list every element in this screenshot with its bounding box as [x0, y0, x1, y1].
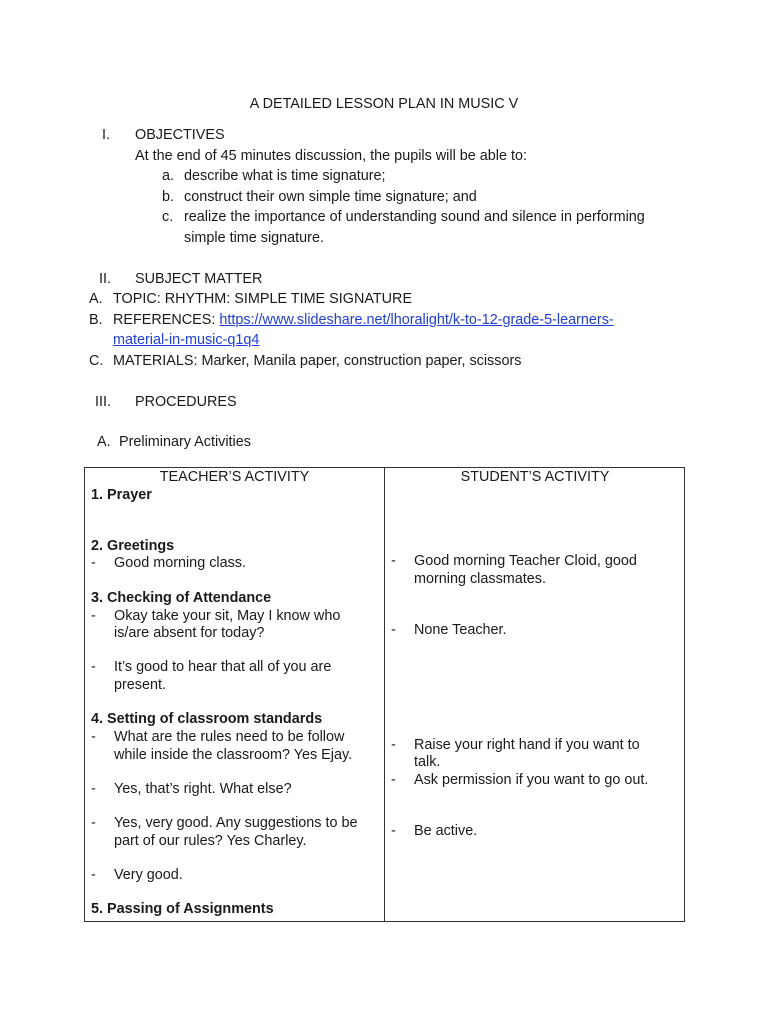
step-greetings: 2. Greetings: [91, 538, 175, 554]
step-assignments: 5. Passing of Assignments: [91, 901, 274, 917]
preliminary-activities-heading: Preliminary Activities: [119, 434, 251, 450]
activities-table: [84, 467, 685, 922]
dash: -: [91, 815, 96, 831]
dash: -: [391, 772, 396, 788]
teacher-line: present.: [114, 677, 166, 693]
teacher-line: What are the rules need to be follow: [114, 729, 345, 745]
dash: -: [91, 781, 96, 797]
dash: -: [391, 553, 396, 569]
topic-line: TOPIC: RHYTHM: SIMPLE TIME SIGNATURE: [113, 291, 413, 307]
document-title: A DETAILED LESSON PLAN IN MUSIC V: [249, 96, 519, 112]
student-line: None Teacher.: [414, 622, 507, 638]
dash: -: [91, 659, 96, 675]
dash: -: [391, 823, 396, 839]
dash: -: [91, 555, 96, 571]
section-numeral: I.: [102, 127, 110, 143]
dash: -: [91, 867, 96, 883]
teacher-line: is/are absent for today?: [114, 625, 265, 641]
step-prayer: 1. Prayer: [91, 487, 152, 503]
item-letter: C.: [89, 353, 104, 369]
teacher-activity-header: TEACHER’S ACTIVITY: [159, 469, 310, 485]
student-activity-header: STUDENT’S ACTIVITY: [460, 469, 610, 485]
reference-link[interactable]: material-in-music-q1q4: [113, 332, 260, 348]
step-attendance: 3. Checking of Attendance: [91, 590, 272, 606]
dash: -: [391, 737, 396, 753]
objective-item: realize the importance of understanding sound and silence in performing: [184, 209, 645, 225]
step-standards: 4. Setting of classroom standards: [91, 711, 323, 727]
objective-item: describe what is time signature;: [184, 168, 386, 184]
dash: -: [391, 622, 396, 638]
teacher-line: Very good.: [114, 867, 183, 883]
reference-link-continued[interactable]: [113, 332, 259, 349]
student-line: Ask permission if you want to go out.: [414, 772, 649, 788]
materials-line: MATERIALS: Marker, Manila paper, construction paper, scissors: [113, 353, 522, 369]
objective-item-continued: simple time signature.: [184, 230, 324, 246]
objectives-heading: OBJECTIVES: [135, 127, 225, 143]
teacher-line: Okay take your sit, May I know who: [114, 608, 341, 624]
item-letter: a.: [162, 168, 175, 184]
teacher-line: Yes, that’s right. What else?: [114, 781, 292, 797]
objectives-intro: At the end of 45 minutes discussion, the pupils will be able to:: [135, 148, 527, 164]
teacher-line: part of our rules? Yes Charley.: [114, 833, 307, 849]
subject-matter-heading: SUBJECT MATTER: [135, 271, 263, 287]
student-line: talk.: [414, 754, 441, 770]
dash: -: [91, 608, 96, 624]
teacher-line: Good morning class.: [114, 555, 246, 571]
teacher-line: while inside the classroom? Yes Ejay.: [114, 747, 353, 763]
student-line: morning classmates.: [414, 571, 546, 587]
section-numeral: II.: [99, 271, 111, 287]
procedures-heading: PROCEDURES: [135, 394, 237, 410]
dash: -: [91, 729, 96, 745]
student-line: Raise your right hand if you want to: [414, 737, 640, 753]
references-line: [113, 312, 614, 329]
references-label: REFERENCES:: [113, 312, 220, 328]
teacher-activity-column: [85, 468, 385, 922]
reference-link[interactable]: https://www.slideshare.net/lhoralight/k-to-12-grade-5-learners-: [219, 312, 614, 328]
item-letter: B.: [89, 312, 103, 328]
item-letter: c.: [162, 209, 174, 225]
student-activity-column: [385, 468, 685, 922]
item-letter: A.: [97, 434, 111, 450]
student-line: Be active.: [414, 823, 478, 839]
teacher-line: It’s good to hear that all of you are: [114, 659, 332, 675]
objective-item: construct their own simple time signature; and: [184, 189, 477, 205]
student-line: Good morning Teacher Cloid, good: [414, 553, 637, 569]
item-letter: b.: [162, 189, 175, 205]
teacher-line: Yes, very good. Any suggestions to be: [114, 815, 358, 831]
section-numeral: III.: [95, 394, 111, 410]
item-letter: A.: [89, 291, 103, 307]
